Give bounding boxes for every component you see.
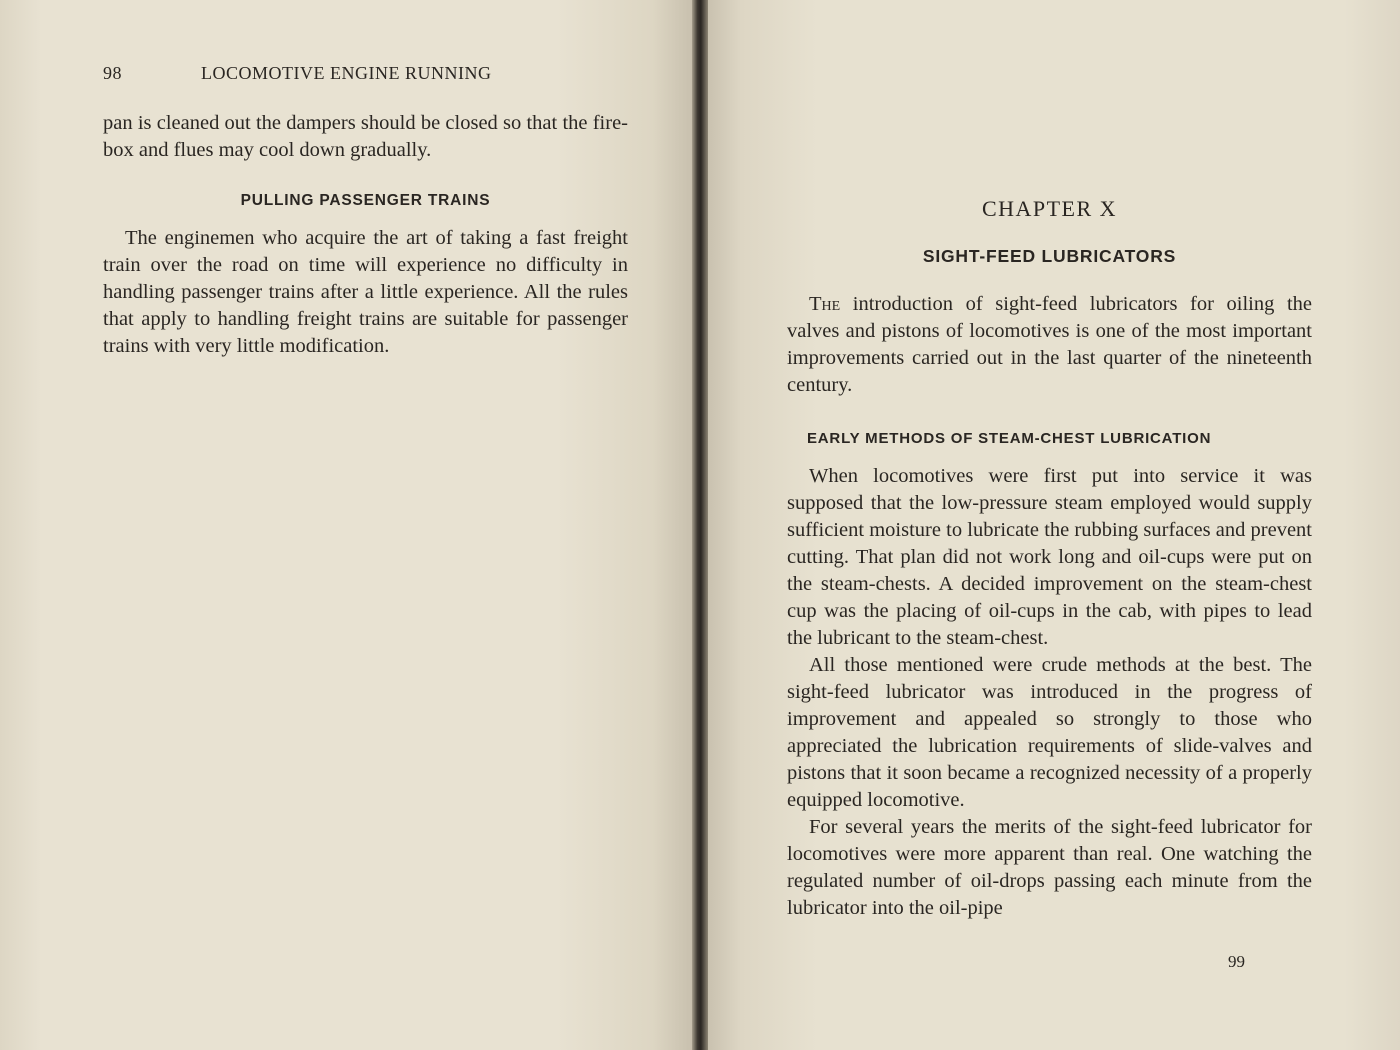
intro-paragraph [787,291,1312,399]
left-section-paragraph [103,225,628,360]
running-title: LOCOMOTIVE ENGINE RUNNING [201,63,492,83]
paragraph-text: When locomotives were first put into service it was supposed that the low-pressure steam employed would supply sufficient moisture to lubricate the rubbing surfaces and prevent cutting. That plan did not work long and oil-cups were put on the steam-chests. A decided improvement on the steam-chest cup was the placing of oil-cups in the cab, with pipes to lead the lubricant to the steam-chest. [787,465,1312,649]
left-opening-paragraph [103,110,628,164]
right-section-heading: EARLY METHODS OF STEAM-CHEST LUBRICATION [807,430,1212,447]
right-body-text [787,463,1312,922]
intro-text: introduction of sight-feed lubricators for oiling the valves and pistons of locomotives is one of the most important improvements carried out in the last quarter of the nineteenth century. [787,293,1312,396]
paragraph-text: All those mentioned were crude methods at the best. The sight-feed lubricator was introduced in the progress of improvement and appealed so strongly to those who appreciated the lubrication requirements of slide-valves and pistons that it soon became a recognized necessity of a properly equipped locomotive. [787,654,1312,811]
book-gutter [692,0,708,1050]
paragraph-text [787,291,1312,399]
chapter-title: CHAPTER X [981,196,1118,221]
right-page-number: 99 [1228,952,1245,971]
chapter-subtitle: SIGHT-FEED LUBRICATORS [922,246,1177,266]
left-section-heading: PULLING PASSENGER TRAINS [240,192,491,209]
paragraph-text: For several years the merits of the sight-feed lubricator for locomotives were more apparent than real. One watching the regulated number of oil-drops passing each minute from the lubricator into the oil-pipe [787,816,1312,919]
paragraph-text: pan is cleaned out the dampers should be closed so that the fire-box and flues may cool down gradually. [103,112,628,161]
paragraph-text: The enginemen who acquire the art of taking a fast freight train over the road on time will experience no difficulty in handling passenger trains after a little experience. All the rules that apply to handling freight trains are suitable for passenger trains with very little modification. [103,227,628,357]
left-page-number: 98 [103,63,122,83]
drop-word: The [809,293,841,315]
